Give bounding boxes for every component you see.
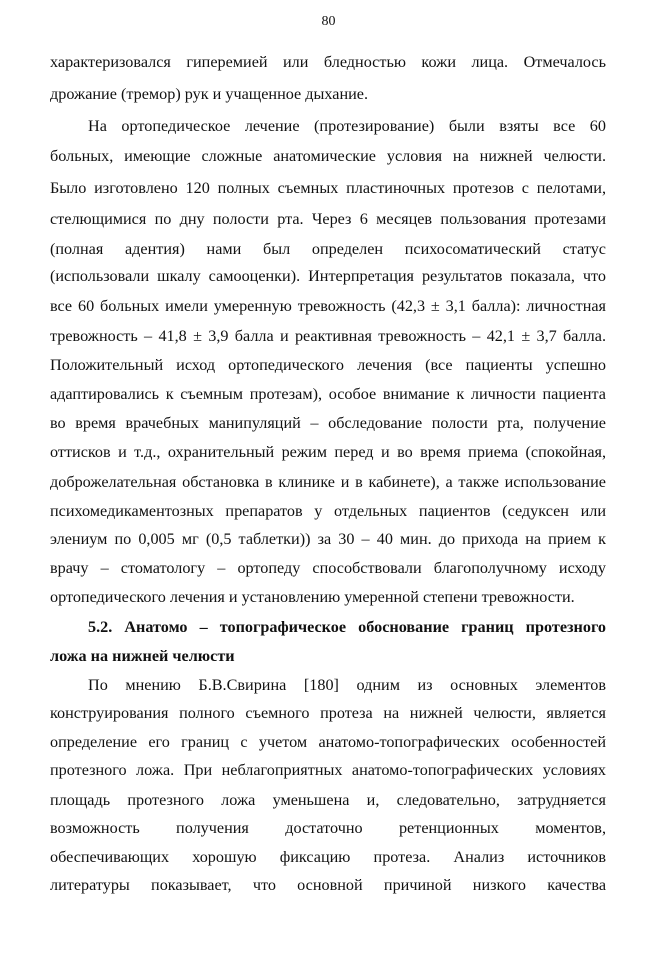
text-line: во время врачебных манипуляций – обследование полости рта, получение <box>50 414 606 432</box>
text-line: (полная адентия) нами был определен психосоматический статус <box>50 240 606 258</box>
text-line: стелющимися по дну полости рта. Через 6 месяцев пользования протезами <box>50 210 606 228</box>
text-line: литературы показывает, что основной причиной низкого качества <box>50 876 606 894</box>
text-line: оттисков и т.д., охранительный режим перед и во время приема (спокойная, <box>50 443 606 461</box>
page-number: 80 <box>321 14 336 29</box>
text-line: протезного ложа. При неблагоприятных анатомо-топографических условиях <box>50 761 606 779</box>
text-line: Положительный исход ортопедического лечения (все пациенты успешно <box>50 356 606 374</box>
text-line: адаптировались к съемным протезам), особое внимание к личности пациента <box>50 385 606 403</box>
text-line: тревожность – 41,8 ± 3,9 балла и реактивная тревожность – 42,1 ± 3,7 балла. <box>50 327 606 345</box>
text-line: дрожание (тремор) рук и учащенное дыхание. <box>50 85 369 103</box>
text-line: Было изготовлено 120 полных съемных пластиночных протезов с пелотами, <box>50 179 606 197</box>
text-line: врачу – стоматологу – ортопеду способствовали благополучному исходу <box>50 559 606 577</box>
text-line: определение его границ с учетом анатомо-топографических особенностей <box>50 733 606 751</box>
text-line: ортопедического лечения и установлению умеренной степени тревожности. <box>50 588 575 606</box>
text-line: психомедикаментозных препаратов у отдельных пациентов (седуксен или <box>50 502 606 520</box>
text-line: возможность получения достаточно ретенционных моментов, <box>50 819 606 837</box>
text-line: больных, имеющие сложные анатомические условия на нижней челюсти. <box>50 147 606 165</box>
text-line: конструирования полного съемного протеза на нижней челюсти, является <box>50 704 606 722</box>
paragraph-first-line: По мнению Б.В.Свирина [180] одним из основных элементов <box>88 676 606 694</box>
text-line: характеризовался гиперемией или бледностью кожи лица. Отмечалось <box>50 53 606 71</box>
text-line: элениум по 0,005 мг (0,5 таблетки)) за 30 – 40 мин. до прихода на прием к <box>50 530 606 548</box>
paragraph-first-line: На ортопедическое лечение (протезирование) были взяты все 60 <box>88 117 606 135</box>
section-heading: 5.2. Анатомо – топографическое обоснование границ протезного <box>88 618 606 636</box>
text-line: (использовали шкалу самооценки). Интерпретация результатов показала, что <box>50 267 606 285</box>
text-line: все 60 больных имели умеренную тревожность (42,3 ± 3,1 балла): личностная <box>50 297 606 315</box>
text-line: обеспечивающих хорошую фиксацию протеза. Анализ источников <box>50 848 606 866</box>
text-line: площадь протезного ложа уменьшена и, следовательно, затрудняется <box>50 791 606 809</box>
text-line: доброжелательная обстановка в клинике и в кабинете), а также использование <box>50 473 606 491</box>
section-heading-continuation: ложа на нижней челюсти <box>50 647 235 665</box>
